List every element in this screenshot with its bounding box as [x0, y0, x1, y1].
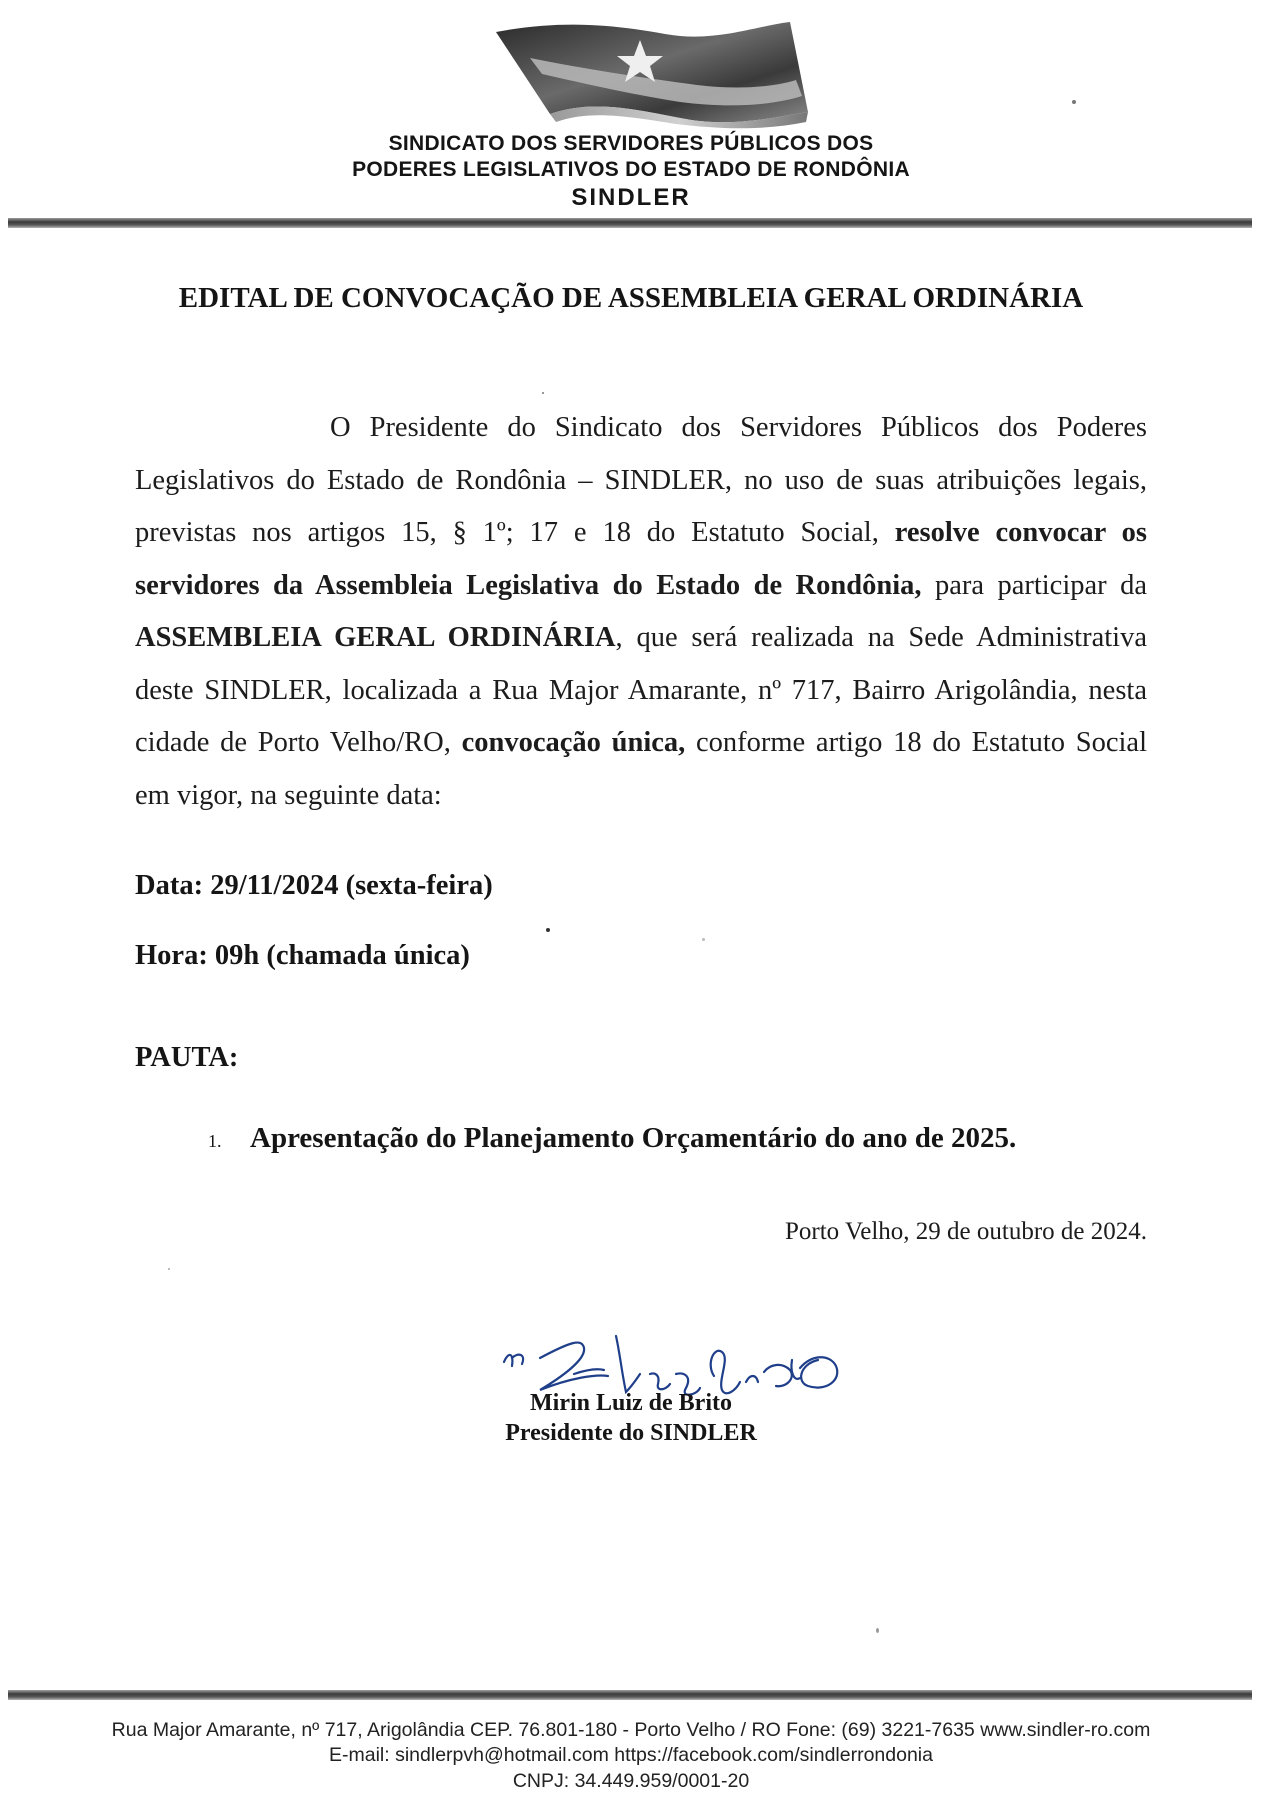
agenda-item-number: 1. — [208, 1131, 222, 1151]
meeting-date: Data: 29/11/2024 (sexta-feira) — [135, 870, 493, 901]
agenda-item — [208, 1122, 1016, 1155]
scan-speck — [702, 938, 705, 941]
paragraph-bold2: ASSEMBLEIA GERAL ORDINÁRIA — [135, 622, 616, 653]
letterhead — [0, 0, 1262, 220]
paragraph-part4: conforme artigo 18 do Estatuto Social em vigor, na seguinte data: — [135, 727, 1147, 811]
flag-with-star-icon — [490, 18, 810, 130]
signatory-name: Mirin Luiz de Brito — [530, 1390, 732, 1416]
place-and-date: Porto Velho, 29 de outubro de 2024. — [784, 1218, 1147, 1245]
scan-speck — [1072, 100, 1076, 104]
scan-speck — [546, 928, 550, 932]
paragraph-part1: O Presidente do Sindicato dos Servidores Públicos dos Poderes Legislativos do Estado de Rondônia – SINDLER, no uso de suas atribuições legais, previstas nos artigos 15, § 1º; 17 e 18 do Estatuto Social, — [135, 412, 1147, 548]
footer-address: Rua Major Amarante, nº 717, Arigolândia CEP. 76.801-180 - Porto Velho / RO Fone: (69) 3221-7635 www.sindler-ro.com — [111, 1719, 1151, 1741]
header-divider — [8, 218, 1252, 228]
convocation-paragraph — [135, 402, 1147, 822]
signatory-role: Presidente do SINDLER — [505, 1420, 757, 1446]
scan-speck — [876, 1628, 879, 1633]
org-acronym: SINDLER — [571, 184, 691, 211]
paragraph-bold1: resolve convocar os servidores da Assembleia Legislativa do Estado de Rondônia, — [135, 517, 1147, 601]
paragraph-part3: , que será realizada na Sede Administrativa deste SINDLER, localizada a Rua Major Amarante, nº 717, Bairro Arigolândia, nesta cidade de Porto Velho/RO, — [135, 622, 1147, 758]
footer-contact: E-mail: sindlerpvh@hotmail.com https://facebook.com/sindlerrondonia — [329, 1744, 933, 1766]
paragraph-part2: para participar da — [921, 569, 1147, 601]
paragraph-bold3: convocação única, — [461, 727, 686, 758]
agenda-heading: PAUTA: — [135, 1042, 239, 1073]
footer-cnpj: CNPJ: 34.449.959/0001-20 — [512, 1770, 750, 1792]
scan-speck — [168, 1268, 170, 1270]
scan-speck — [542, 392, 544, 394]
org-name-line1: SINDICATO DOS SERVIDORES PÚBLICOS DOS — [388, 132, 874, 155]
org-name-line2: PODERES LEGISLATIVOS DO ESTADO DE RONDÔNIA — [352, 158, 910, 181]
footer-divider — [8, 1690, 1252, 1700]
agenda-item-text: Apresentação do Planejamento Orçamentário do ano de 2025. — [250, 1122, 1017, 1154]
document-title: EDITAL DE CONVOCAÇÃO DE ASSEMBLEIA GERAL ORDINÁRIA — [178, 282, 1084, 314]
meeting-hour: Hora: 09h (chamada única) — [135, 940, 470, 971]
